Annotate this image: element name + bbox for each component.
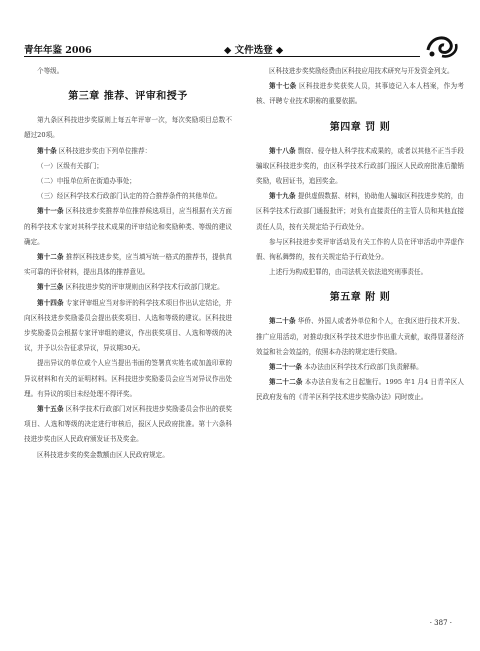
article-paragraph bbox=[256, 79, 464, 109]
article-label: 第二十条 bbox=[269, 317, 296, 326]
page-number: · 387 · bbox=[429, 619, 452, 627]
article-label: 第二十二条 bbox=[269, 378, 303, 387]
article-paragraph bbox=[256, 314, 464, 360]
article-label: 第十条 bbox=[37, 146, 57, 155]
article-text: 区科技进步奖的评审规则由区科学技术行政部门规定。 bbox=[65, 283, 224, 292]
article-label: 第十四条 bbox=[37, 298, 64, 307]
body-paragraph: 区科技进步奖奖励经费由区科技应用技术研究与开发资金列支。 bbox=[269, 67, 454, 75]
body-paragraph: （三）经区科学技术行政部门认定的符合推荐条件的其他单位。 bbox=[37, 192, 222, 201]
article-label: 第十九条 bbox=[269, 192, 296, 201]
article-text: 提供虚假数据、材料，协助他人骗取区科技进步奖的，由区科学技术行政部门通报批评；对负有直接责任的主管人员和其他直接责任人员，按有关规定给予行政处分。 bbox=[256, 192, 464, 231]
article-paragraph bbox=[256, 144, 464, 190]
article-paragraph bbox=[256, 360, 464, 375]
article-label: 第十七条 bbox=[269, 82, 297, 91]
article-label: 第十三条 bbox=[37, 283, 64, 292]
section-title: ◆ 文件选登 ◆ bbox=[224, 45, 284, 56]
chapter-heading: 第四章 罚 则 bbox=[329, 121, 391, 133]
article-paragraph bbox=[24, 204, 232, 250]
right-column bbox=[256, 64, 464, 406]
running-header bbox=[24, 40, 460, 62]
article-text: 区科学技术行政部门对区科技进步奖励委员会作出的获奖项目、人选和等级的决定进行审核后，报区人民政府批准。第十六条科技进步奖由区人民政府颁发证书及奖金。 bbox=[24, 405, 232, 444]
body-paragraph: （二）申报单位所在街道办事处； bbox=[37, 177, 136, 186]
article-label: 第十一条 bbox=[37, 207, 64, 216]
article-paragraph bbox=[256, 375, 464, 405]
chapter-heading: 第三章 推荐、评审和授予 bbox=[68, 91, 188, 103]
article-paragraph bbox=[24, 144, 232, 159]
chapter-heading: 第五章 附 则 bbox=[329, 292, 391, 304]
body-paragraph: 个等级。 bbox=[37, 67, 64, 75]
article-paragraph bbox=[256, 189, 464, 235]
article-text: 区科技进步奖由下列单位推荐： bbox=[58, 146, 152, 155]
article-label: 第十二条 bbox=[37, 253, 64, 262]
article-text: 区科技进步奖获奖人员，其事迹记入本人档案，作为考核、评聘专业技术职称的重要依据。 bbox=[256, 82, 465, 106]
article-paragraph bbox=[24, 402, 232, 448]
body-paragraph: 上述行为构成犯罪的，由司法机关依法追究刑事责任。 bbox=[269, 268, 428, 277]
article-text: 区科技进步奖推荐单位推荐候选项目，应当根据有关方面的科学技术专家对其科学技术成果的评审结论和奖励种类、等级的建议确定。 bbox=[24, 207, 232, 246]
article-text: 本办法由区科学技术行政部门负责解释。 bbox=[304, 363, 423, 372]
article-text: 华侨、外国人或者外单位和个人，在我区进行技术开发、推广应用活动，对推动我区科学技术进步作出重大贡献，取得显著经济效益和社会效益的，依照本办法的规定进行奖励。 bbox=[256, 317, 464, 356]
article-paragraph bbox=[24, 280, 232, 295]
body-paragraph: 区科技进步奖的奖金数额由区人民政府规定。 bbox=[37, 450, 169, 459]
article-text: 专家评审组应当对参评的科学技术项目作出认定结论，并向区科技进步奖励委员会提出获奖项目、人选和等级的建议。区科技进步奖励委员会根据专家评审组的建议，作出获奖项目、人选和等级的决议，并予以公告征求异议，异议期30天。 bbox=[24, 298, 232, 353]
article-text: 本办法自发布之日起施行。1995 年1 月4 日青羊区人民政府发布的《青羊区科学技术进步奖励办法》同时废止。 bbox=[256, 378, 464, 402]
article-label: 第二十一条 bbox=[269, 363, 302, 372]
article-paragraph bbox=[24, 296, 232, 357]
body-paragraph: 第九条区科技进步奖原则上每五年评审一次，每次奖励项目总数不超过20项。 bbox=[24, 116, 232, 140]
body-paragraph: 提出异议的单位或个人应当提出书面的签署真实姓名或加盖印章的异议材料和有关的证明材料。区科技进步奖励委员会应当对异议作出处理。有异议的项目未经处理不得评奖。 bbox=[24, 359, 232, 398]
yearbook-logo-icon bbox=[424, 32, 460, 60]
article-text: 剽窃、侵夺他人科学技术成果的，或者以其他不正当手段骗取区科技进步奖的，由区科学技术行政部门报区人民政府批准后撤销奖励，收回证书，追回奖金。 bbox=[256, 146, 464, 186]
left-column bbox=[24, 64, 232, 463]
article-label: 第十八条 bbox=[269, 146, 296, 155]
article-label: 第十五条 bbox=[37, 405, 64, 414]
body-paragraph: 参与区科技进步奖评审活动及有关工作的人员在评审活动中弄虚作假、徇私舞弊的，按有关规定给予行政处分。 bbox=[256, 237, 464, 262]
yearbook-title: 青年年鉴 2006 bbox=[24, 45, 92, 56]
body-paragraph: （一）区级有关部门； bbox=[37, 161, 103, 170]
article-paragraph bbox=[24, 250, 232, 280]
article-text: 推荐区科技进步奖，应当填写统一格式的推荐书，提供真实可靠的评价材料，提出具体的推荐意见。 bbox=[24, 253, 232, 277]
header-rule bbox=[24, 56, 420, 57]
